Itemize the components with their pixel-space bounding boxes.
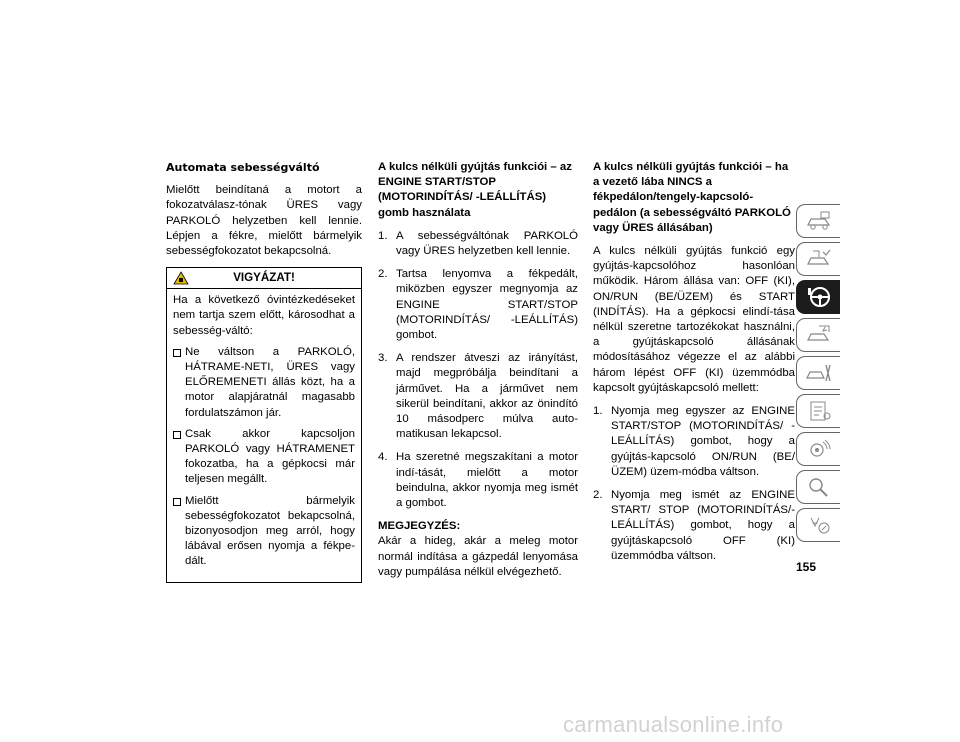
warning-bullet-text: Mielőtt bármelyik sebességfokozatot bekapcsolná, bizonyosodjon meg arról, hogy lábával erősen nyomja a fékpe-dált.	[185, 494, 355, 568]
warning-bullet-text: Ne váltson a PARKOLÓ, HÁTRAME-NETI, ÜRES vagy ELŐREMENETI állás közt, ha a motor alapjáratnál magasabb fordulatszámon jár.	[185, 345, 355, 419]
multimedia-icon	[805, 438, 833, 460]
numbered-step	[593, 488, 795, 564]
watermark: carmanualsonline.info	[563, 712, 784, 737]
warning-text: Ha a következő óvintézkedéseket nem tartja szem előtt, károsodhat a sebesség-váltó:	[173, 294, 355, 337]
tab-driving[interactable]	[796, 280, 840, 314]
tab-car-info[interactable]	[796, 204, 840, 238]
step-text: Ha szeretné megszakítani a motor indí-tását, mielőtt a motor beindulna, akkor nyomja meg ismét a gombot.	[396, 451, 578, 510]
step-number: 2.	[378, 268, 388, 281]
note-heading: MEGJEGYZÉS:	[378, 520, 461, 533]
note-text: Akár a hideg, akár a meleg motor normál indítása a gázpedál lenyomása vagy pumpálása nélkül elvégezhető.	[378, 535, 578, 578]
step-number: 4.	[378, 451, 388, 464]
step-text: Nyomja meg ismét az ENGINE START/ STOP (MOTORINDÍTÁS/-LEÁLLÍTÁS) gombot, hogy a gyújtáskapcsoló OFF (KI) üzemmódba váltson.	[611, 489, 795, 562]
step-text: Nyomja meg egyszer az ENGINE START/STOP (MOTORINDÍTÁS/ -LEÁLLÍTÁS) gombot, hogy a gyújtás-kapcsoló ON/RUN (BE/ÜZEM) üzem-módba váltson.	[611, 405, 795, 478]
maintenance-list-icon	[805, 400, 833, 422]
car-tools-icon	[805, 362, 833, 384]
step-number: 2.	[593, 489, 603, 502]
section-heading-transmission: Automata sebességváltó	[166, 161, 320, 174]
car-safety-icon	[805, 248, 833, 270]
steering-wheel-icon	[805, 285, 833, 309]
step-text: A rendszer átveszi az irányítást, majd megpróbálja beindítani a járművet. Ha a járművet nem sikerül beindítani, akkor az önindító 10 másodperc múlva auto-matikusan lekapcsol.	[396, 352, 578, 441]
numbered-step	[378, 267, 578, 343]
step-number: 1.	[378, 229, 388, 242]
tab-maintenance[interactable]	[796, 394, 840, 428]
warning-header	[167, 268, 361, 289]
warning-title: VIGYÁZAT!	[233, 271, 295, 285]
warning-box	[166, 267, 362, 582]
checkbox-bullet-icon	[173, 498, 181, 506]
magnifier-icon	[805, 476, 833, 498]
warning-bullet-text: Csak akkor kapcsoljon PARKOLÓ vagy HÁTRAMENET fokozatba, ha a gépkocsi már teljesen megállt.	[185, 427, 355, 486]
tab-service[interactable]	[796, 356, 840, 390]
chapter-tabs	[796, 204, 840, 546]
checkbox-bullet-icon	[173, 349, 181, 357]
numbered-step	[378, 351, 578, 442]
column-1	[166, 160, 362, 583]
step-number: 3.	[378, 352, 388, 365]
warning-bullet	[173, 345, 355, 421]
intro-paragraph: A kulcs nélküli gyújtás funkció egy gyújtás-kapcsolóhoz hasonlóan működik. Három állása van: OFF (KI), ON/RUN (BE/ÜZEM) és START (INDÍTÁS). Ha a gépkocsi elindí-tása nélkül szeretne tartozékokat használni, a gyújtáskapcsoló állásának módosításához végezze el az alábbi három lépést OFF (KI) üzemmódba kapcsolt gyújtáskapcsoló mellett:	[593, 245, 795, 394]
intro-paragraph: Mielőtt beindítaná a motort a fokozatválasz-tónak ÜRES vagy PARKOLÓ helyzetben kell lennie. Lépjen a fékre, mielőtt bármelyik sebességfokozatot bekapcsolná.	[166, 184, 362, 258]
tab-car-safety[interactable]	[796, 242, 840, 276]
car-crash-icon	[805, 324, 833, 346]
step-number: 1.	[593, 405, 603, 418]
car-info-icon	[805, 210, 833, 232]
numbered-step	[593, 404, 795, 480]
step-text: A sebességváltónak PARKOLÓ vagy ÜRES helyzetben kell lennie.	[396, 229, 578, 258]
page-number: 155	[796, 560, 817, 574]
section-heading-start-stop: A kulcs nélküli gyújtás funkciói – az ENGINE START/STOP (MOTORINDÍTÁS/ -LEÁLLÍTÁS) gomb használata	[378, 161, 572, 219]
tab-multimedia[interactable]	[796, 432, 840, 466]
section-heading-no-brake: A kulcs nélküli gyújtás funkciói – ha a vezető lába NINCS a fékpedálon/tengely-kapcsoló-pedálon (a sebességváltó PARKOLÓ vagy ÜRES állásában)	[593, 161, 791, 234]
index-languages-icon	[805, 514, 833, 536]
tab-index-search[interactable]	[796, 470, 840, 504]
numbered-step	[378, 229, 578, 259]
step-text: Tartsa lenyomva a fékpedált, miközben egyszer megnyomja az ENGINE START/STOP (MOTORINDÍTÁS/ -LEÁLLÍTÁS) gombot.	[396, 268, 578, 342]
warning-triangle-hand-icon	[173, 271, 189, 290]
warning-bullet	[173, 494, 355, 570]
warning-bullet	[173, 427, 355, 488]
numbered-step	[378, 450, 578, 511]
checkbox-bullet-icon	[173, 431, 181, 439]
tab-languages[interactable]	[796, 508, 840, 542]
tab-emergency[interactable]	[796, 318, 840, 352]
column-3	[593, 160, 795, 572]
column-2	[378, 160, 578, 588]
